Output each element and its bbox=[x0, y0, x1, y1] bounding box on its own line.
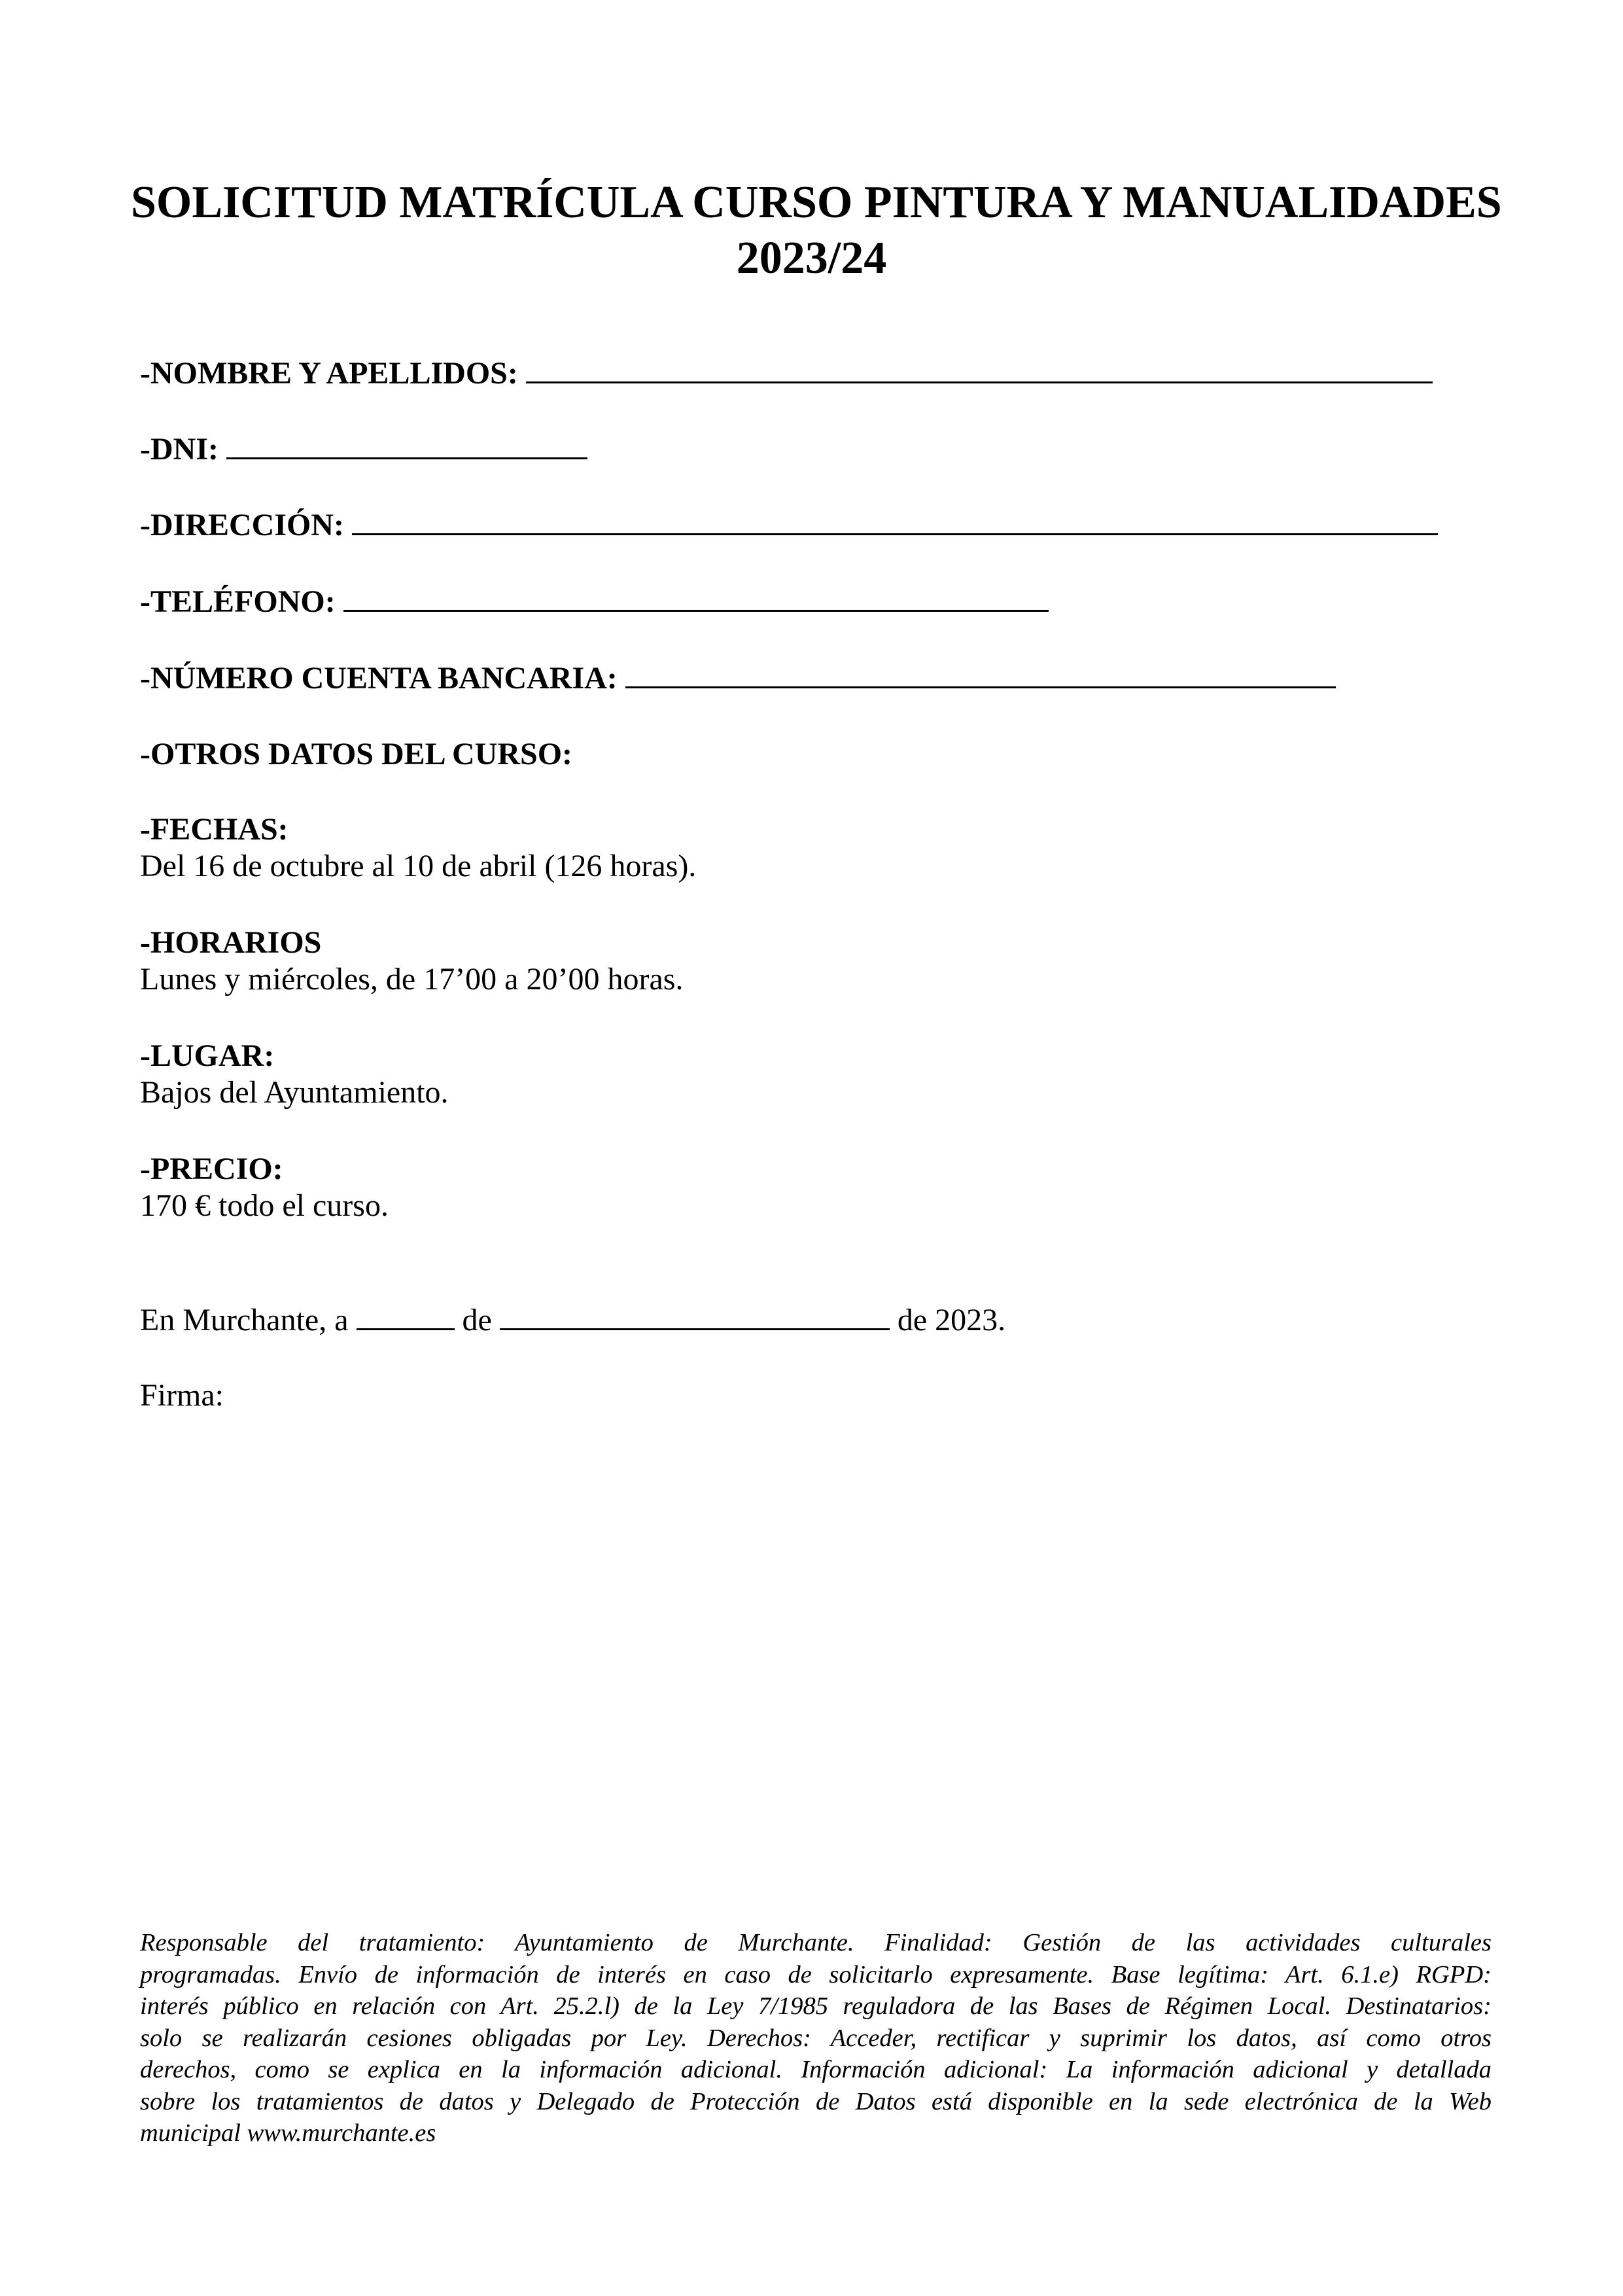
direccion-blank-line[interactable] bbox=[352, 507, 1438, 535]
horarios-value: Lunes y miércoles, de 17’00 a 20’00 horas. bbox=[140, 962, 684, 997]
document-title-line1: SOLICITUD MATRÍCULA CURSO PINTURA Y MANUALIDADES bbox=[131, 177, 1502, 228]
nombre-label: -NOMBRE Y APELLIDOS: bbox=[140, 356, 518, 391]
place-prefix: En Murchante, a bbox=[140, 1303, 349, 1337]
dni-label: -DNI: bbox=[140, 432, 218, 467]
signature-date-row bbox=[140, 1302, 1005, 1339]
cuenta-blank-line[interactable] bbox=[625, 660, 1336, 688]
footer-line: interés público en relación con Art. 25.2.l) de la Ley 7/1985 reguladora de las Bases de Régimen Local. Destinatarios: bbox=[140, 1992, 1492, 2020]
direccion-field-row bbox=[140, 507, 1438, 544]
dni-field-row bbox=[140, 431, 587, 468]
precio-value: 170 € todo el curso. bbox=[140, 1188, 389, 1223]
document-title-line2: 2023/24 bbox=[736, 233, 887, 283]
otros-datos-heading: -OTROS DATOS DEL CURSO: bbox=[140, 737, 573, 771]
footer-line: programadas. Envío de información de interés en caso de solicitarlo expresamente. Base legítima: Art. 6.1.e) RGPD: bbox=[140, 1960, 1492, 1988]
cuenta-field-row bbox=[140, 660, 1336, 697]
dni-blank-line[interactable] bbox=[226, 431, 587, 459]
telefono-blank-line[interactable] bbox=[343, 584, 1049, 612]
telefono-field-row bbox=[140, 584, 1049, 620]
cuenta-label: -NÚMERO CUENTA BANCARIA: bbox=[140, 661, 618, 696]
telefono-label: -TELÉFONO: bbox=[140, 584, 336, 619]
nombre-blank-line[interactable] bbox=[526, 355, 1433, 383]
firma-label: Firma: bbox=[140, 1378, 224, 1413]
horarios-heading: -HORARIOS bbox=[140, 925, 322, 960]
footer-line: sobre los tratamientos de datos y Delegado de Protección de Datos está disponible en la sede electrónica de la Web bbox=[140, 2087, 1492, 2115]
day-blank-line[interactable] bbox=[357, 1302, 455, 1330]
direccion-label: -DIRECCIÓN: bbox=[140, 508, 344, 542]
lugar-value: Bajos del Ayuntamiento. bbox=[140, 1075, 449, 1110]
footer-line: derechos, como se explica en la información adicional. Información adicional: La información adicional y detallada bbox=[140, 2056, 1492, 2083]
privacy-footer bbox=[140, 1927, 1492, 2149]
fechas-value: Del 16 de octubre al 10 de abril (126 horas). bbox=[140, 849, 697, 883]
lugar-heading: -LUGAR: bbox=[140, 1038, 275, 1073]
footer-line: Responsable del tratamiento: Ayuntamiento de Murchante. Finalidad: Gestión de las actividades culturales bbox=[140, 1929, 1492, 1956]
precio-heading: -PRECIO: bbox=[140, 1152, 283, 1186]
footer-line: solo se realizarán cesiones obligadas por Ley. Derechos: Acceder, rectificar y suprimir los datos, así como otros bbox=[140, 2024, 1492, 2052]
de-year-text: de 2023. bbox=[897, 1303, 1006, 1337]
fechas-heading: -FECHAS: bbox=[140, 812, 288, 847]
de-text-1: de bbox=[462, 1303, 492, 1337]
nombre-field-row bbox=[140, 355, 1433, 392]
month-blank-line[interactable] bbox=[500, 1302, 890, 1330]
footer-line: municipal www.murchante.es bbox=[140, 2119, 436, 2147]
